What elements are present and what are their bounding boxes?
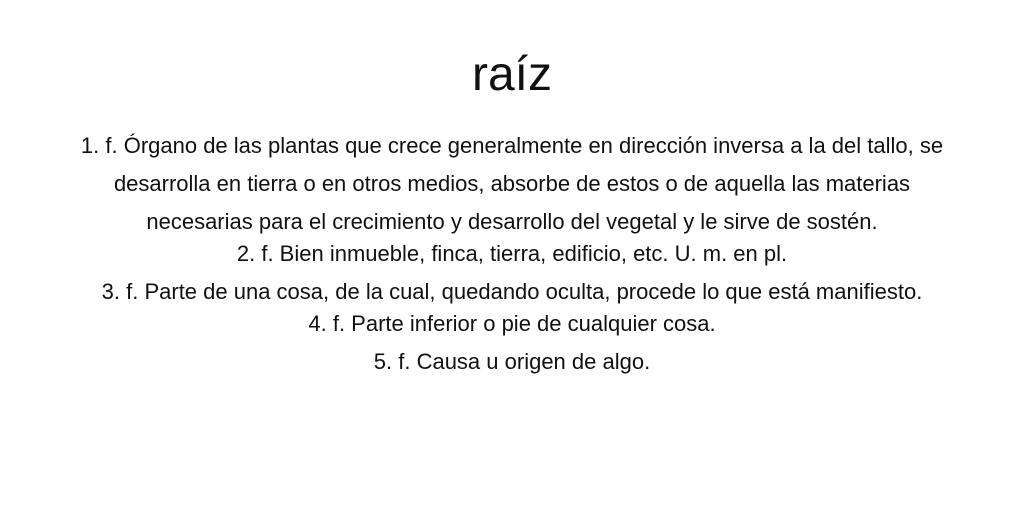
definition-item: 1. f. Órgano de las plantas que crece generalmente en dirección inversa a la del tallo, se desarrolla en tierra o en otros medios, absorbe de estos o de aquella las materias necesarias para el crecimiento y desarrollo del vegetal y le sirve de sostén. bbox=[80, 133, 944, 234]
definition-item: 2. f. Bien inmueble, finca, tierra, edificio, etc. U. m. en pl. bbox=[236, 241, 788, 266]
entry-headword: raíz bbox=[471, 48, 552, 101]
definition-item: 3. f. Parte de una cosa, de la cual, quedando oculta, procede lo que está manifiesto. bbox=[101, 279, 923, 304]
definition-item: 4. f. Parte inferior o pie de cualquier cosa. bbox=[308, 311, 716, 336]
definition-item: 5. f. Causa u origen de algo. bbox=[373, 349, 651, 374]
definition-list bbox=[60, 127, 964, 379]
